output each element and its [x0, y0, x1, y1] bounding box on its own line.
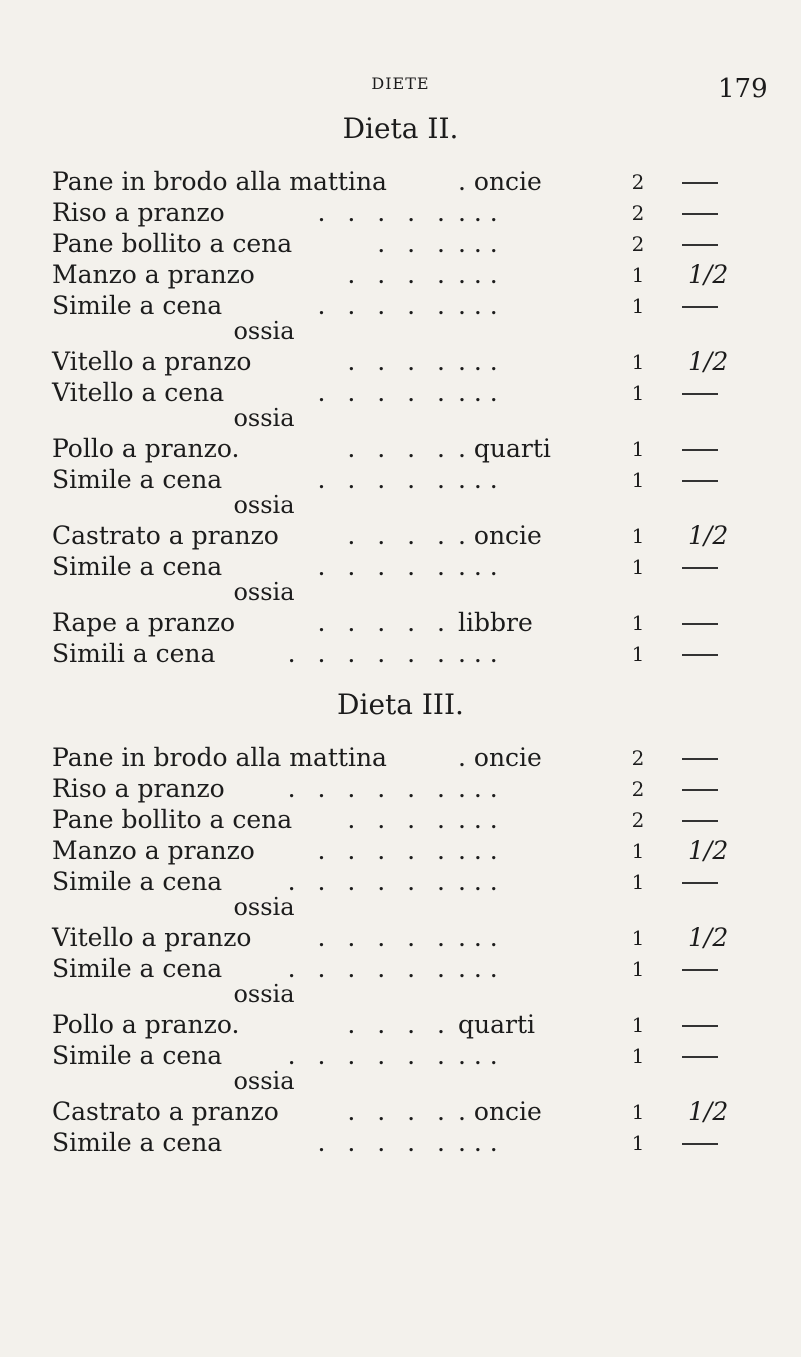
quantity: 1: [631, 957, 645, 981]
fraction: 1/2: [688, 347, 729, 376]
leader-dots: . . .: [377, 229, 452, 258]
dash-mark: [682, 623, 718, 625]
dash-mark: [682, 244, 718, 246]
quantity: 1: [631, 1013, 645, 1037]
food-label: Pane bollito a cena: [52, 229, 293, 258]
dash-mark: [682, 1056, 718, 1058]
leader-dots: . . . . .: [317, 198, 452, 227]
food-label: Vitello a pranzo: [52, 347, 252, 376]
page-number: 179: [718, 74, 768, 104]
food-label: Castrato a pranzo: [52, 521, 279, 550]
diet-row: [52, 636, 752, 672]
food-label: Castrato a pranzo: [52, 1097, 279, 1126]
leader-dots: . . . . .: [317, 608, 452, 637]
dash-mark: [682, 820, 718, 822]
food-label: Simile a cena: [52, 552, 223, 581]
dash-mark: [682, 182, 718, 184]
dieta-iii-title: Dieta III.: [337, 688, 464, 721]
unit-label: . . .: [458, 639, 498, 668]
unit-label: . . .: [458, 1128, 498, 1157]
fraction: 1/2: [688, 260, 729, 289]
quantity: 1: [631, 524, 645, 548]
quantity: 1: [631, 437, 645, 461]
quantity: 1: [631, 350, 645, 374]
food-label: Vitello a pranzo: [52, 923, 252, 952]
dash-mark: [682, 213, 718, 215]
ossia-separator: ossia: [233, 980, 295, 1008]
running-head: DIETE: [371, 74, 430, 93]
dash-mark: [682, 789, 718, 791]
unit-label: . . .: [458, 198, 498, 227]
unit-label: . . .: [458, 260, 498, 289]
food-label: Manzo a pranzo: [52, 260, 255, 289]
ossia-separator: ossia: [233, 1067, 295, 1095]
unit-label: . . .: [458, 465, 498, 494]
food-label: Simili a cena: [52, 639, 216, 668]
leader-dots: . . . .: [347, 260, 452, 289]
unit-label: . . .: [458, 291, 498, 320]
ossia-separator: ossia: [233, 893, 295, 921]
unit-label: . . .: [458, 923, 498, 952]
food-label: Riso a pranzo: [52, 198, 225, 227]
unit-label: libbre: [458, 608, 533, 637]
leader-dots: . . . . . .: [287, 867, 452, 896]
food-label: Pollo a pranzo.: [52, 434, 240, 463]
unit-label: . quarti: [458, 434, 551, 463]
unit-label: . . .: [458, 1041, 498, 1070]
dash-mark: [682, 306, 718, 308]
quantity: 1: [631, 839, 645, 863]
unit-label: . oncie: [458, 1097, 542, 1126]
quantity: 1: [631, 294, 645, 318]
leader-dots: . . . . . .: [287, 954, 452, 983]
food-label: Pane in brodo alla mattina: [52, 743, 387, 772]
dash-mark: [682, 882, 718, 884]
unit-label: quarti: [458, 1010, 536, 1039]
unit-label: . . .: [458, 805, 498, 834]
leader-dots: . . . . .: [317, 1128, 452, 1157]
quantity: 1: [631, 555, 645, 579]
leader-dots: . . . . .: [317, 291, 452, 320]
leader-dots: . . . .: [347, 434, 452, 463]
quantity: 2: [631, 232, 645, 256]
quantity: 1: [631, 381, 645, 405]
fraction: 1/2: [688, 521, 729, 550]
fraction: 1/2: [688, 1097, 729, 1126]
food-label: Simile a cena: [52, 954, 223, 983]
unit-label: . oncie: [458, 521, 542, 550]
dash-mark: [682, 1143, 718, 1145]
quantity: 2: [631, 746, 645, 770]
food-label: Simile a cena: [52, 1128, 223, 1157]
leader-dots: . . . . . .: [287, 639, 452, 668]
food-label: Riso a pranzo: [52, 774, 225, 803]
quantity: 1: [631, 1044, 645, 1068]
dash-mark: [682, 654, 718, 656]
unit-label: . . .: [458, 229, 498, 258]
ossia-separator: ossia: [233, 404, 295, 432]
ossia-separator: ossia: [233, 578, 295, 606]
unit-label: . . .: [458, 347, 498, 376]
dash-mark: [682, 480, 718, 482]
unit-label: . . .: [458, 552, 498, 581]
fraction: 1/2: [688, 836, 729, 865]
food-label: Pollo a pranzo.: [52, 1010, 240, 1039]
quantity: 2: [631, 808, 645, 832]
food-label: Rape a pranzo: [52, 608, 236, 637]
dieta-ii-title: Dieta II.: [342, 112, 459, 145]
food-label: Manzo a pranzo: [52, 836, 255, 865]
leader-dots: . . . . .: [317, 465, 452, 494]
quantity: 1: [631, 1100, 645, 1124]
quantity: 2: [631, 777, 645, 801]
leader-dots: . . . . .: [317, 836, 452, 865]
leader-dots: . . . .: [347, 1097, 452, 1126]
fraction: 1/2: [688, 923, 729, 952]
unit-label: . . .: [458, 378, 498, 407]
leader-dots: . . . . .: [317, 378, 452, 407]
dash-mark: [682, 393, 718, 395]
dash-mark: [682, 567, 718, 569]
quantity: 1: [631, 1131, 645, 1155]
food-label: Pane bollito a cena: [52, 805, 293, 834]
leader-dots: . . . .: [347, 805, 452, 834]
food-label: Vitello a cena: [52, 378, 225, 407]
quantity: 1: [631, 263, 645, 287]
unit-label: . oncie: [458, 167, 542, 196]
diet-row: [52, 1125, 752, 1161]
leader-dots: . . . . .: [317, 552, 452, 581]
quantity: 1: [631, 611, 645, 635]
unit-label: . . .: [458, 954, 498, 983]
leader-dots: . . . .: [347, 521, 452, 550]
quantity: 1: [631, 926, 645, 950]
quantity: 2: [631, 201, 645, 225]
quantity: 2: [631, 170, 645, 194]
leader-dots: . . . .: [347, 1010, 452, 1039]
unit-label: . . .: [458, 867, 498, 896]
ossia-separator: ossia: [233, 317, 295, 345]
dash-mark: [682, 969, 718, 971]
food-label: Pane in brodo alla mattina: [52, 167, 387, 196]
leader-dots: . . . .: [347, 347, 452, 376]
dash-mark: [682, 758, 718, 760]
unit-label: . oncie: [458, 743, 542, 772]
food-label: Simile a cena: [52, 465, 223, 494]
quantity: 1: [631, 870, 645, 894]
quantity: 1: [631, 642, 645, 666]
ossia-separator: ossia: [233, 491, 295, 519]
unit-label: . . .: [458, 836, 498, 865]
dash-mark: [682, 1025, 718, 1027]
food-label: Simile a cena: [52, 867, 223, 896]
leader-dots: . . . . . .: [287, 1041, 452, 1070]
leader-dots: . . . . . .: [287, 774, 452, 803]
dash-mark: [682, 449, 718, 451]
unit-label: . . .: [458, 774, 498, 803]
food-label: Simile a cena: [52, 1041, 223, 1070]
food-label: Simile a cena: [52, 291, 223, 320]
leader-dots: . . . . .: [317, 923, 452, 952]
quantity: 1: [631, 468, 645, 492]
